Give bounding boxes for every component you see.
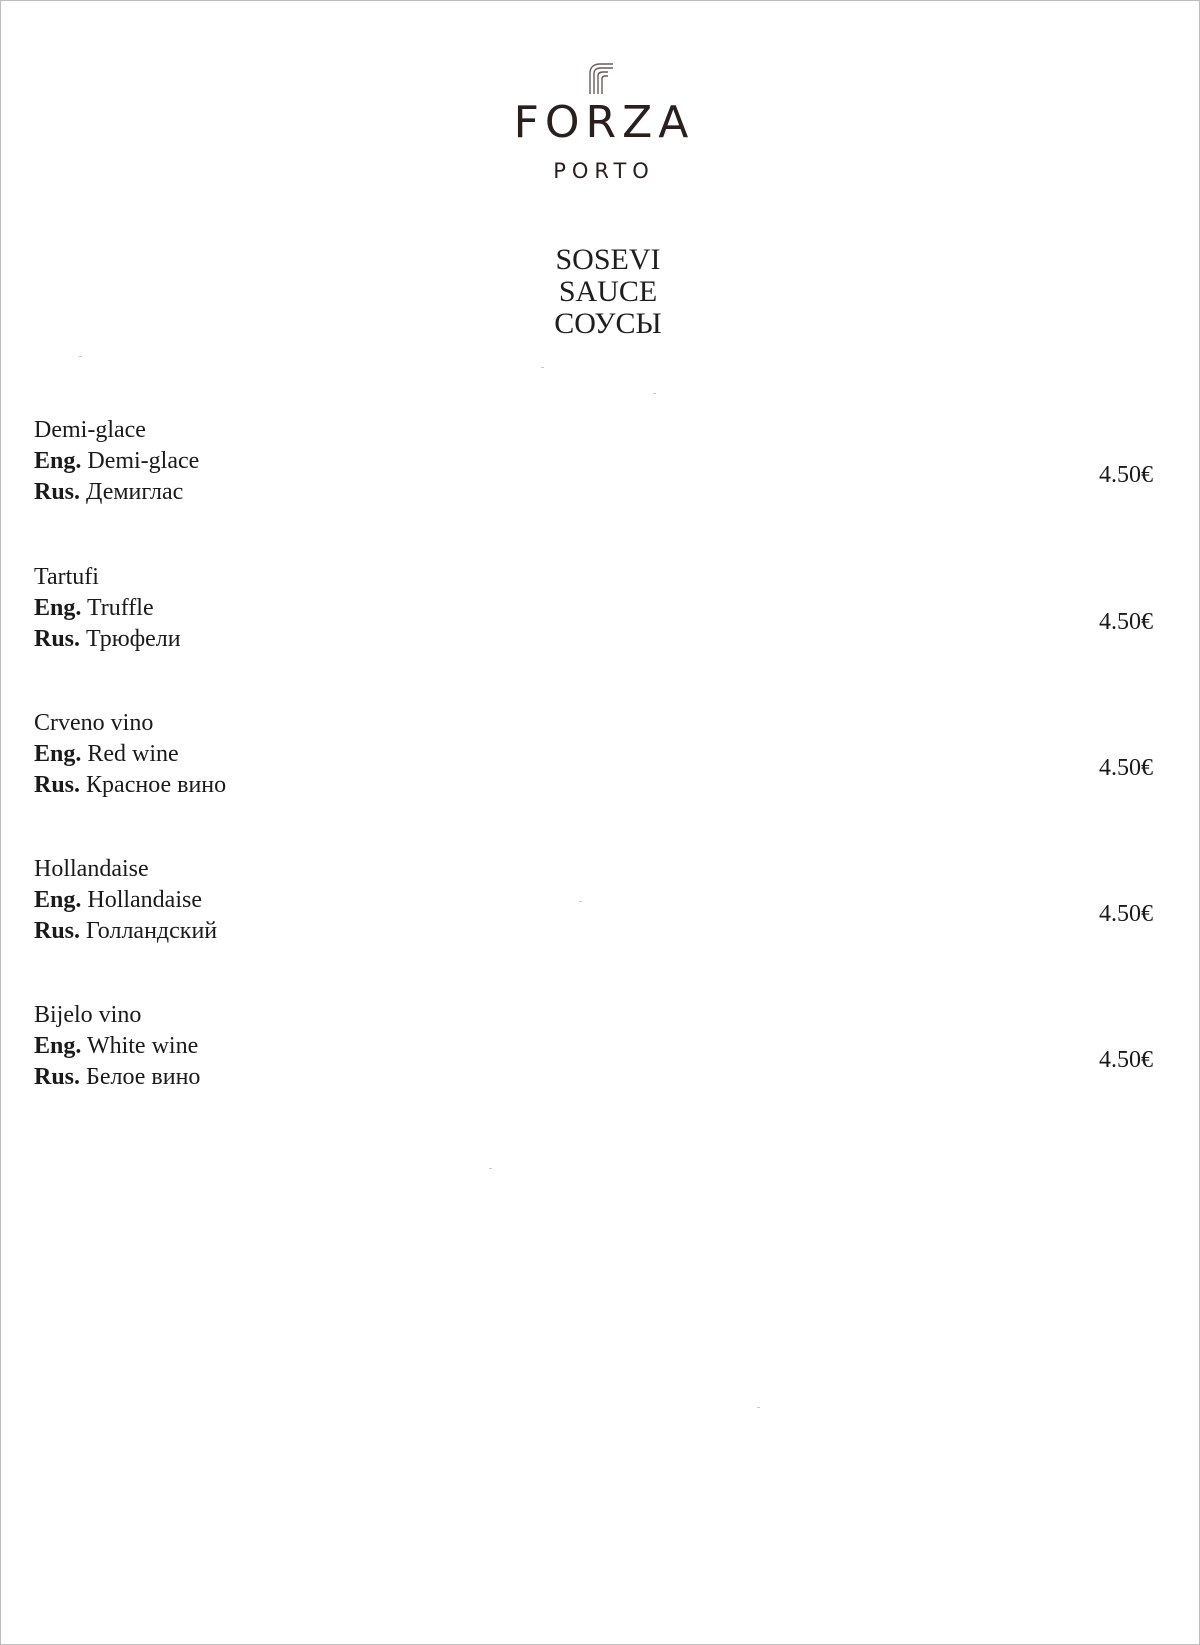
item-english-text: White wine <box>86 1033 199 1059</box>
item-russian <box>34 1062 1154 1093</box>
menu-item <box>34 415 1154 562</box>
item-price: 4.50€ <box>1099 462 1153 488</box>
brand-location: PORTO <box>553 159 655 183</box>
menu-item <box>34 562 1154 708</box>
item-english <box>34 739 1154 770</box>
item-english-text: Demi-glace <box>87 448 200 474</box>
menu-item <box>34 708 1154 854</box>
item-price: 4.50€ <box>1099 901 1153 927</box>
item-name: Bijelo vino <box>34 1002 142 1028</box>
eng-label: Eng. <box>34 1033 82 1059</box>
item-english-text: Hollandaise <box>87 887 202 913</box>
section-title <box>1 244 1200 340</box>
item-russian-text: Белое вино <box>86 1064 201 1090</box>
rus-label: Rus. <box>34 918 81 944</box>
item-russian <box>34 477 1154 508</box>
item-russian-text: Трюфели <box>86 626 181 652</box>
item-russian <box>34 624 1154 655</box>
item-price: 4.50€ <box>1099 609 1153 635</box>
rus-label: Rus. <box>34 626 81 652</box>
item-english <box>34 446 1154 477</box>
rus-label: Rus. <box>34 772 81 798</box>
paper-speck <box>489 1168 492 1169</box>
eng-label: Eng. <box>34 887 82 913</box>
eng-label: Eng. <box>34 448 82 474</box>
brand-name: FORZA <box>513 97 695 148</box>
item-english-text: Truffle <box>86 595 154 621</box>
paper-speck <box>579 901 582 902</box>
item-english-text: Red wine <box>87 741 179 767</box>
menu-item <box>34 1000 1154 1147</box>
eng-label: Eng. <box>34 595 82 621</box>
item-name: Hollandaise <box>34 856 149 882</box>
item-name: Crveno vino <box>34 710 154 736</box>
item-name: Tartufi <box>34 564 99 590</box>
item-english <box>34 593 1154 624</box>
item-russian <box>34 916 1154 947</box>
forza-logo-icon <box>586 61 616 95</box>
logo <box>1 61 1200 182</box>
eng-label: Eng. <box>34 741 82 767</box>
paper-speck <box>541 367 544 368</box>
title-english: SAUCE <box>558 275 658 308</box>
title-russian: СОУСЫ <box>554 307 662 340</box>
title-local: SOSEVI <box>555 243 661 276</box>
paper-speck <box>653 393 656 394</box>
item-russian-text: Красное вино <box>86 772 227 798</box>
rus-label: Rus. <box>34 1064 81 1090</box>
item-russian-text: Голландский <box>86 918 218 944</box>
item-price: 4.50€ <box>1099 755 1153 781</box>
menu-item-list <box>34 415 1154 1147</box>
rus-label: Rus. <box>34 479 81 505</box>
menu-item <box>34 854 1154 1000</box>
item-english <box>34 885 1154 916</box>
paper-speck <box>79 356 82 357</box>
item-english <box>34 1031 1154 1062</box>
item-name: Demi-glace <box>34 417 146 443</box>
item-russian <box>34 770 1154 801</box>
paper-speck <box>757 1407 760 1408</box>
item-russian-text: Демиглас <box>86 479 184 505</box>
item-price: 4.50€ <box>1099 1047 1153 1073</box>
